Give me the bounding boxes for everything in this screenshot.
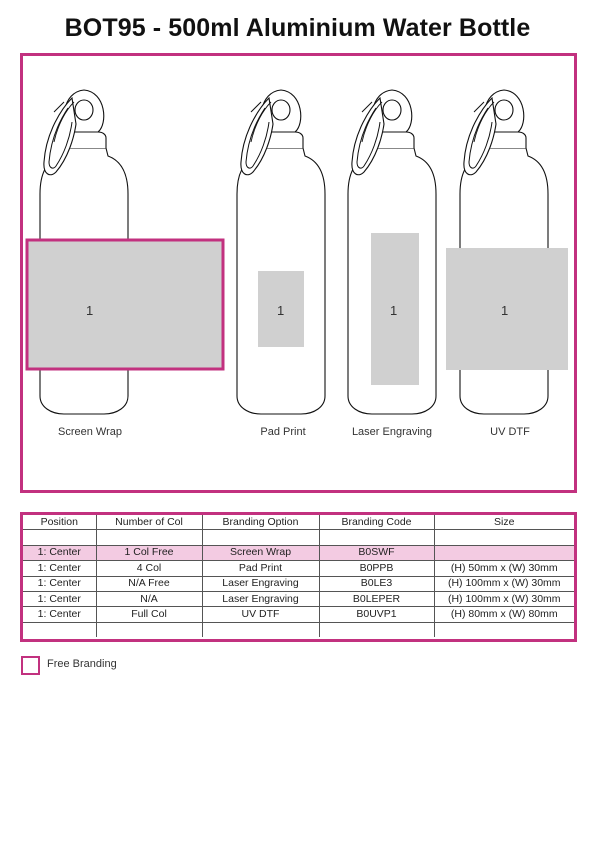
cell: (H) 100mm x (W) 30mm bbox=[434, 591, 574, 606]
header-position: Position bbox=[23, 515, 96, 530]
free-branding-label: Free Branding bbox=[47, 658, 117, 670]
header-number-of-col: Number of Col bbox=[96, 515, 202, 530]
free-branding-swatch bbox=[21, 656, 40, 675]
table-row bbox=[23, 561, 574, 576]
cell: Full Col bbox=[96, 607, 202, 622]
table-spacer-row bbox=[23, 622, 574, 637]
cell: 1: Center bbox=[23, 545, 96, 560]
bottle-pad-print bbox=[237, 90, 325, 414]
cell: Screen Wrap bbox=[202, 545, 319, 560]
cell: Pad Print bbox=[202, 561, 319, 576]
cell: 4 Col bbox=[96, 561, 202, 576]
table-row bbox=[23, 607, 574, 622]
cell bbox=[434, 545, 574, 560]
caption-uv-dtf: UV DTF bbox=[490, 426, 530, 438]
cell: Laser Engraving bbox=[202, 591, 319, 606]
caption-laser-engraving: Laser Engraving bbox=[351, 426, 433, 438]
cell: UV DTF bbox=[202, 607, 319, 622]
cell: 1: Center bbox=[23, 576, 96, 591]
area-label-1: 1 bbox=[86, 303, 94, 318]
cell: B0UVP1 bbox=[319, 607, 434, 622]
caption-screen-wrap: Screen Wrap bbox=[58, 426, 122, 438]
area-label-3: 1 bbox=[390, 303, 398, 318]
print-area-screen-wrap bbox=[27, 240, 223, 369]
cell: N/A Free bbox=[96, 576, 202, 591]
caption-pad-print: Pad Print bbox=[260, 426, 306, 438]
table-header-row bbox=[23, 515, 574, 530]
cell: B0LE3 bbox=[319, 576, 434, 591]
cell: (H) 100mm x (W) 30mm bbox=[434, 576, 574, 591]
cell: (H) 50mm x (W) 30mm bbox=[434, 561, 574, 576]
table-row bbox=[23, 576, 574, 591]
cell: 1: Center bbox=[23, 607, 96, 622]
cell: 1: Center bbox=[23, 591, 96, 606]
cell: 1: Center bbox=[23, 561, 96, 576]
branding-table bbox=[20, 512, 577, 642]
area-label-4: 1 bbox=[501, 303, 509, 318]
table-spacer-row bbox=[23, 530, 574, 545]
page-title: BOT95 - 500ml Aluminium Water Bottle bbox=[64, 14, 531, 42]
area-label-2: 1 bbox=[277, 303, 285, 318]
cell: 1 Col Free bbox=[96, 545, 202, 560]
cell: N/A bbox=[96, 591, 202, 606]
table-row bbox=[23, 591, 574, 606]
cell: B0PPB bbox=[319, 561, 434, 576]
header-size: Size bbox=[434, 515, 574, 530]
cell: (H) 80mm x (W) 80mm bbox=[434, 607, 574, 622]
cell: B0SWF bbox=[319, 545, 434, 560]
header-branding-option: Branding Option bbox=[202, 515, 319, 530]
cell: Laser Engraving bbox=[202, 576, 319, 591]
cell: B0LEPER bbox=[319, 591, 434, 606]
table-row bbox=[23, 545, 574, 560]
header-branding-code: Branding Code bbox=[319, 515, 434, 530]
